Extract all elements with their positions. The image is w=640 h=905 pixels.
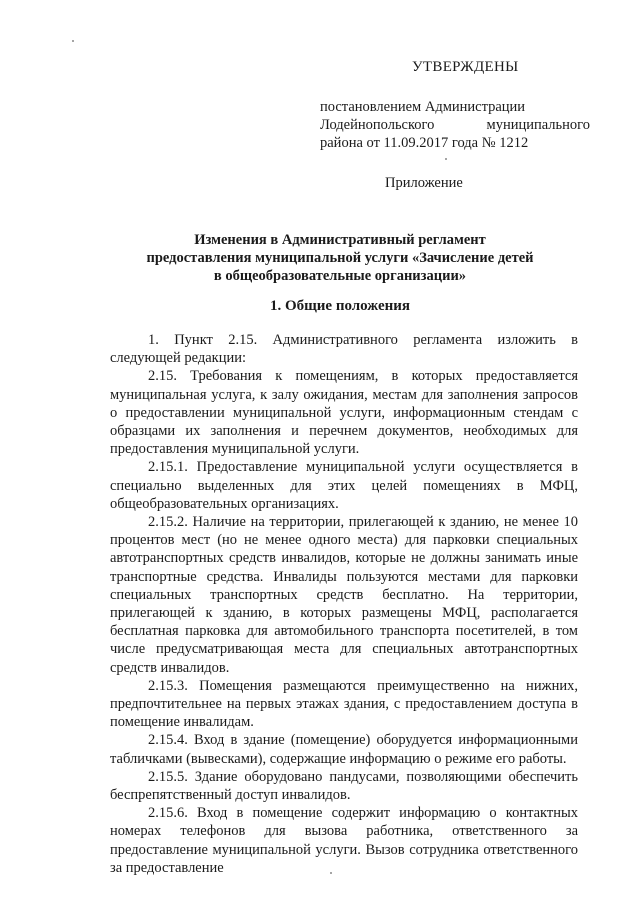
paragraph-2-15: 2.15. Требования к помещениям, в которых предоставляется муниципальная услуга, к залу ожидания, местам для заполнения запросов о предоставлении муниципальной услуги, информационным стендам с образцами их заполнения и перечнем документов, необходимых для предоставления муниципальной услуги. <box>110 368 578 458</box>
title-line-3: в общеобразовательные организации» <box>213 268 467 284</box>
scan-speck <box>330 872 332 874</box>
approved-stamp-title: УТВЕРЖДЕНЫ <box>412 59 519 75</box>
approval-line-2 <box>320 116 590 134</box>
scan-speck <box>445 158 447 160</box>
appendix-label: Приложение <box>385 175 463 191</box>
document-title <box>120 231 560 285</box>
approval-line-3: района от 11.09.2017 года № 1212 <box>320 135 529 151</box>
paragraph-item-1: 1. Пункт 2.15. Административного регламента изложить в следующей редакции: <box>110 332 578 367</box>
title-line-2: предоставления муниципальной услуги «Зачисление детей <box>146 250 534 266</box>
paragraph-2-15-4: 2.15.4. Вход в здание (помещение) оборудуется информационными табличками (вывесками), содержащие информацию о режиме его работы. <box>110 732 578 767</box>
section-heading: 1. Общие положения <box>269 298 411 314</box>
paragraph-2-15-3: 2.15.3. Помещения размещаются преимущественно на нижних, предпочтительнее на первых этажах здания, с предоставлением доступа в помещение инвалидам. <box>110 677 578 731</box>
document-body <box>110 331 578 877</box>
scan-speck <box>72 40 74 42</box>
approval-district: Лодейнопольского <box>320 117 435 133</box>
approval-line-1: постановлением Администрации <box>320 99 526 115</box>
paragraph-2-15-2: 2.15.2. Наличие на территории, прилегающей к зданию, не менее 10 процентов мест (но не менее одного места) для парковки специальных автотранспортных средств инвалидов, которые не должны занимать иные транспортные средства. Инвалиды пользуются местами для парковки специальных транспортных средств бесплатно. На территории, прилегающей к зданию, в которых размещены МФЦ, располагается бесплатная парковка для автомобильного транспорта посетителей, в том числе предусматривающая места для специальных автотранспортных средств инвалидов. <box>110 514 578 676</box>
approval-municipal: муниципального <box>486 117 590 133</box>
title-line-1: Изменения в Административный регламент <box>194 232 486 248</box>
approval-block <box>320 58 590 192</box>
paragraph-2-15-6: 2.15.6. Вход в помещение содержит информацию о контактных номерах телефонов для вызова работника, ответственного за предоставление муниципальной услуги. Вызов сотрудника ответственного за предоставление <box>110 805 578 876</box>
paragraph-2-15-5: 2.15.5. Здание оборудовано пандусами, позволяющими обеспечить беспрепятственный доступ инвалидов. <box>110 768 578 804</box>
paragraph-2-15-1: 2.15.1. Предоставление муниципальной услуги осуществляется в специально выделенных для этих целей помещениях в МФЦ, общеобразовательных организациях. <box>110 459 578 512</box>
